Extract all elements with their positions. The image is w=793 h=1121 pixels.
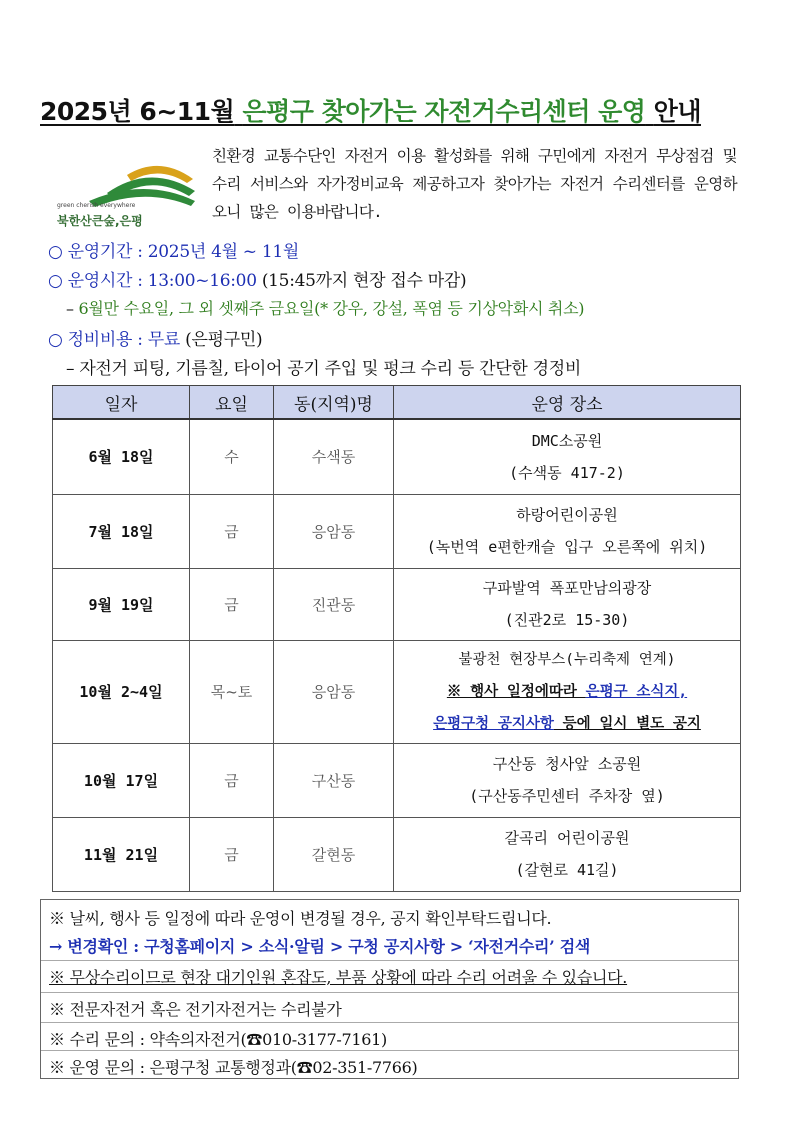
- period-label: 운영기간 : 2025년 4월 ~ 11월: [67, 242, 300, 262]
- note-operation-contact: ※ 운영 문의 : 은평구청 교통행정과(☎02-351-7766): [49, 1058, 418, 1077]
- row-dong: 갈현동: [274, 817, 394, 891]
- row-day: 목~토: [190, 640, 274, 743]
- place-address: (수색동 417-2): [509, 463, 625, 482]
- row-place: [394, 494, 741, 568]
- place-name: 하랑어린이공원: [516, 506, 618, 524]
- place-address: (녹번역 e편한캐슬 입구 오른쪽에 위치): [426, 538, 708, 556]
- place-name: 불광천 현장부스(누리축제 연계): [458, 651, 676, 668]
- row-place: [394, 640, 741, 743]
- place-address: (갈현로 41길): [515, 861, 619, 879]
- table-row: [53, 568, 741, 640]
- row-dong: 진관동: [274, 568, 394, 640]
- table-row: [53, 640, 741, 743]
- place-name: 구산동 청사앞 소공원: [492, 755, 642, 773]
- place-notice-end: 등에 일시 별도 공지: [553, 715, 701, 732]
- header-dong: 동(지역)명: [274, 386, 394, 420]
- place-address: (진관2로 15-30): [504, 611, 630, 629]
- note-check-path: → 변경확인 : 구청홈페이지 > 소식·알림 > 구청 공지사항 > ‘자전거수리’ 검색: [49, 937, 591, 956]
- note-no-ebike: ※ 전문자전거 혹은 전기자전거는 수리불가: [49, 1000, 342, 1019]
- notes-divider: [41, 1022, 738, 1023]
- info-time-sub: [66, 296, 584, 319]
- place-notice-line1: [395, 676, 739, 708]
- row-place: [394, 568, 741, 640]
- table-row: [53, 419, 741, 494]
- schedule-table: [52, 385, 741, 892]
- header-day: 요일: [190, 386, 274, 420]
- info-period: [48, 237, 299, 262]
- place-name: 갈곡리 어린이공원: [504, 829, 630, 847]
- row-date: 7월 18일: [53, 494, 190, 568]
- time-sub-text: 6월만 수요일, 그 외 셋째주 금요일(* 강우, 강설, 폭염 등 기상악화시 취소): [78, 299, 585, 318]
- logo-graphic: [55, 157, 207, 229]
- row-dong: 응암동: [274, 494, 394, 568]
- row-date: 10월 17일: [53, 743, 190, 817]
- time-note: (15:45까지 현장 접수 마감): [261, 271, 467, 291]
- logo-caption: 북한산큰숲,은평: [57, 214, 143, 228]
- header-date: 일자: [53, 386, 190, 420]
- table-row: [53, 743, 741, 817]
- notes-divider: [41, 992, 738, 993]
- notice-board-link[interactable]: 은평구청 공지사항: [433, 715, 554, 732]
- info-cost: [48, 325, 262, 350]
- period-bullet: ○: [48, 242, 63, 262]
- logo-small-text: green cherish everywhere: [57, 202, 136, 209]
- info-time: [48, 266, 466, 291]
- time-bullet: ○: [48, 271, 63, 291]
- row-date: 6월 18일: [53, 419, 190, 494]
- cost-bullet: ○: [48, 330, 63, 350]
- place-notice-line2: [395, 708, 739, 740]
- cost-sub-dash: –: [66, 359, 75, 379]
- title-year: 2025년 6~11월: [40, 97, 235, 126]
- table-row: [53, 817, 741, 891]
- eunpyeong-logo: [55, 157, 207, 229]
- row-day: 금: [190, 494, 274, 568]
- note-repair-contact: ※ 수리 문의 : 약속의자전거(☎010-3177-7161): [49, 1030, 387, 1049]
- time-sub-dash: –: [66, 299, 74, 318]
- row-place: [394, 419, 741, 494]
- row-dong: 구산동: [274, 743, 394, 817]
- row-date: 11월 21일: [53, 817, 190, 891]
- note-free-repair: ※ 무상수리이므로 현장 대기인원 혼잡도, 부품 상황에 따라 수리 어려울 수 있습니다.: [49, 968, 628, 987]
- place-address: (구산동주민센터 주차장 옆): [469, 787, 665, 805]
- note-schedule-change: ※ 날씨, 행사 등 일정에 따라 운영이 변경될 경우, 공지 확인부탁드립니다.: [49, 909, 552, 928]
- row-day: 금: [190, 817, 274, 891]
- row-day: 금: [190, 743, 274, 817]
- intro-text: 친환경 교통수단인 자전거 이용 활성화를 위해 구민에게 자전거 무상점검 및 수리 서비스와 자가정비교육 제공하고자 찾아가는 자전거 수리센터를 운영하오니 많은 이용바랍니다.: [212, 147, 737, 221]
- row-date: 9월 19일: [53, 568, 190, 640]
- notes-divider: [41, 1050, 738, 1051]
- cost-sub-text: 자전거 피팅, 기름칠, 타이어 공기 주입 및 펑크 수리 등 간단한 경정비: [79, 359, 581, 379]
- row-date: 10월 2~4일: [53, 640, 190, 743]
- place-name: DMC소공원: [531, 431, 603, 450]
- header-place: 운영 장소: [394, 386, 741, 420]
- cost-note: (은평구민): [185, 330, 263, 350]
- notes-box: [40, 899, 739, 1079]
- table-row: [53, 494, 741, 568]
- time-label: 운영시간 : 13:00~16:00: [67, 271, 257, 291]
- row-place: [394, 743, 741, 817]
- title-main: 은평구 찾아가는 자전거수리센터 운영: [242, 97, 646, 126]
- row-place: [394, 817, 741, 891]
- place-notice-text: ※ 행사 일정에따라: [446, 683, 586, 700]
- title-end: 안내: [653, 97, 701, 126]
- cost-label: 정비비용 : 무료: [67, 330, 181, 350]
- table-header-row: [53, 386, 741, 420]
- row-day: 금: [190, 568, 274, 640]
- page-title: [40, 92, 754, 128]
- notes-divider: [41, 960, 738, 961]
- info-cost-sub: [66, 354, 581, 379]
- row-dong: 응암동: [274, 640, 394, 743]
- newsletter-link[interactable]: 은평구 소식지,: [585, 683, 688, 700]
- place-name: 구파발역 폭포만남의광장: [482, 579, 652, 597]
- row-dong: 수색동: [274, 419, 394, 494]
- row-day: 수: [190, 419, 274, 494]
